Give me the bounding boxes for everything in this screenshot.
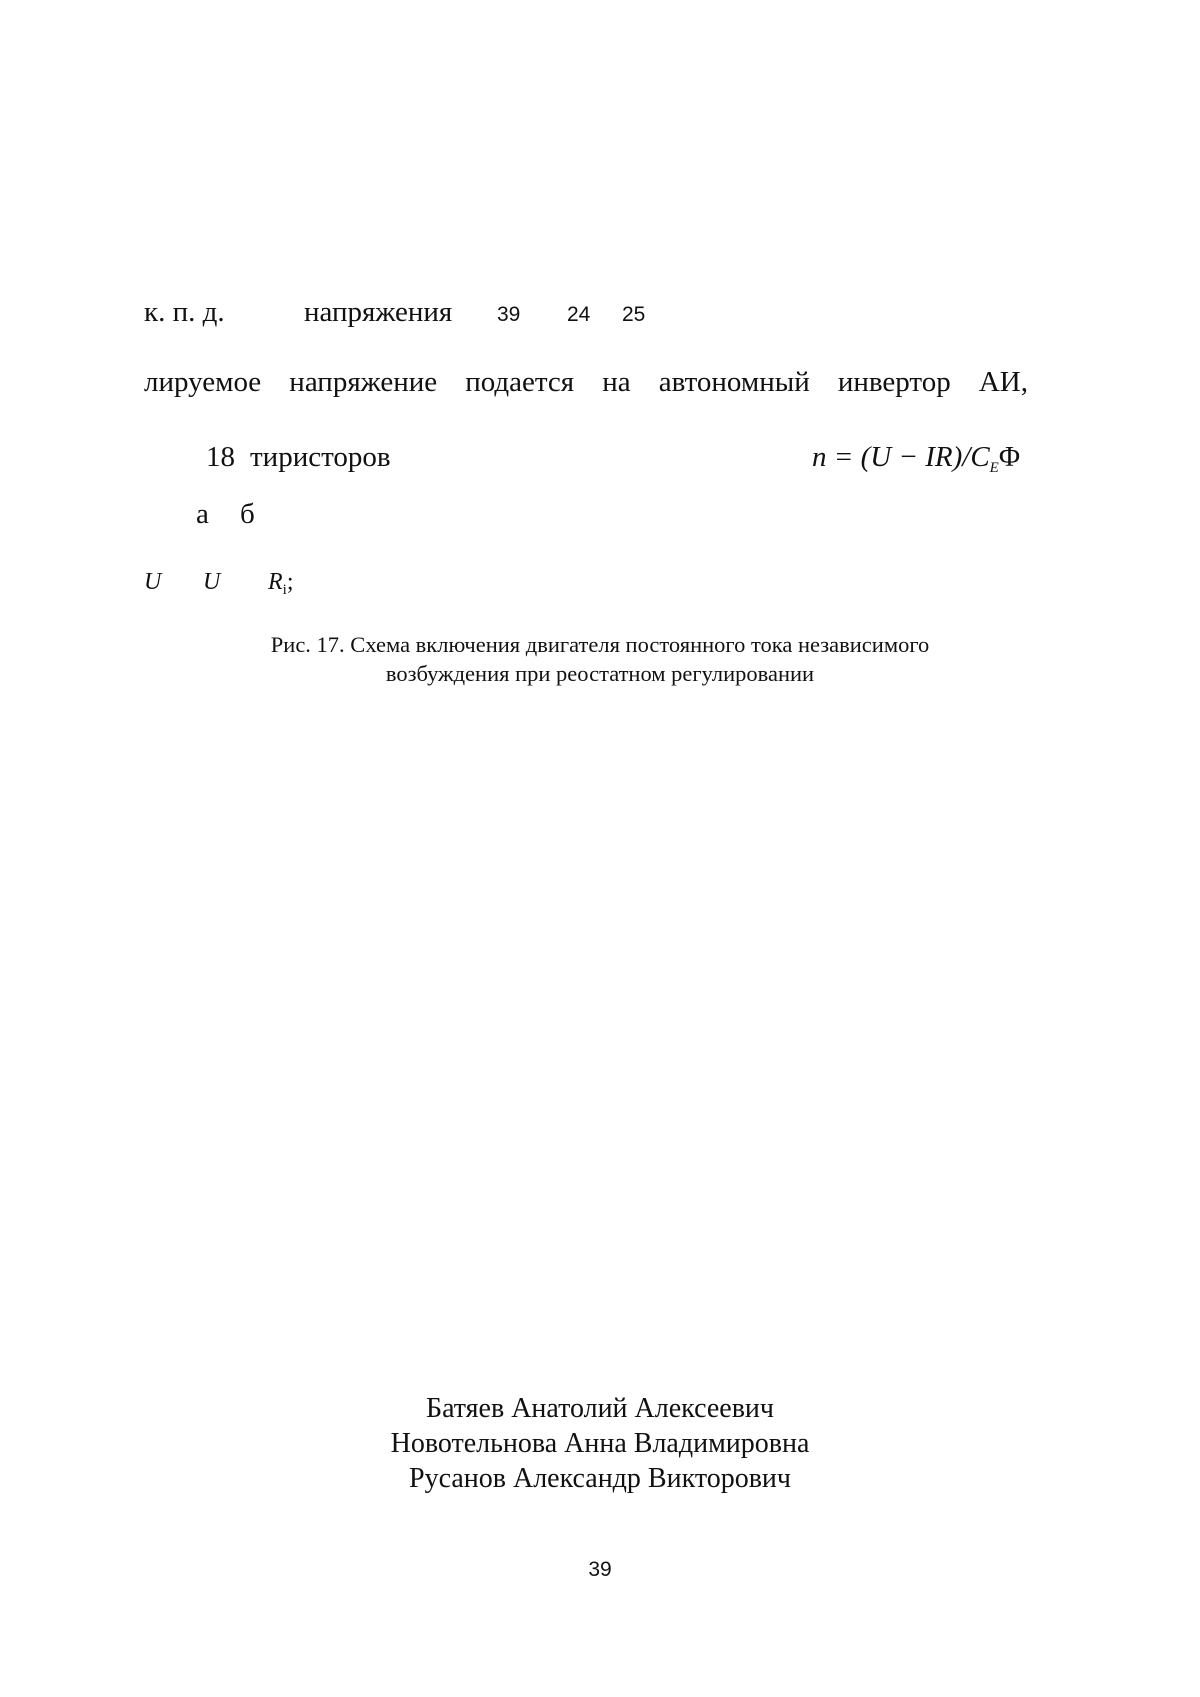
author-name: Батяев Анатолий Алексеевич — [426, 1393, 774, 1424]
symbol-r-tail: ; — [286, 569, 294, 595]
word: автономный — [658, 366, 810, 398]
formula-tail: Φ — [998, 441, 1021, 473]
symbol-r-main: R — [268, 569, 283, 595]
symbol-u: U — [203, 569, 221, 595]
number-39: 39 — [497, 303, 521, 326]
authors-block — [0, 1391, 1200, 1496]
formula-subscript: E — [989, 460, 999, 476]
figure-caption-line2: возбуждения при реостатном регулировании — [385, 661, 815, 686]
text-tiristorov: тиристоров — [250, 441, 391, 473]
number-25: 25 — [622, 303, 646, 326]
word: инвертор — [837, 366, 951, 398]
word: на — [602, 366, 631, 398]
symbol-r — [268, 569, 294, 598]
justified-line — [144, 368, 1028, 397]
author-name: Новотельнова Анна Владимировна — [390, 1428, 810, 1459]
formula — [812, 441, 1021, 476]
word: подается — [465, 366, 575, 398]
word: напряжение — [289, 366, 438, 398]
word: АИ, — [978, 366, 1028, 398]
formula-main: n = (U − IR)/C — [812, 441, 990, 473]
figure-caption-line1: Рис. 17. Схема включения двигателя постоянного тока независимого — [270, 632, 930, 657]
symbol-r-subscript: i — [282, 582, 287, 598]
word: лируемое — [144, 366, 262, 398]
text-napryazheniya: напряжения — [304, 296, 453, 328]
symbol-u: U — [144, 569, 162, 595]
text-kpd: к. п. д. — [144, 296, 225, 328]
author-name: Русанов Александр Викторович — [409, 1463, 791, 1494]
figure-caption — [0, 630, 1200, 688]
number-18: 18 — [206, 441, 235, 473]
label-b: б — [240, 498, 255, 530]
number-24: 24 — [567, 303, 591, 326]
label-a: а — [196, 498, 209, 530]
page-number: 39 — [588, 1558, 612, 1581]
